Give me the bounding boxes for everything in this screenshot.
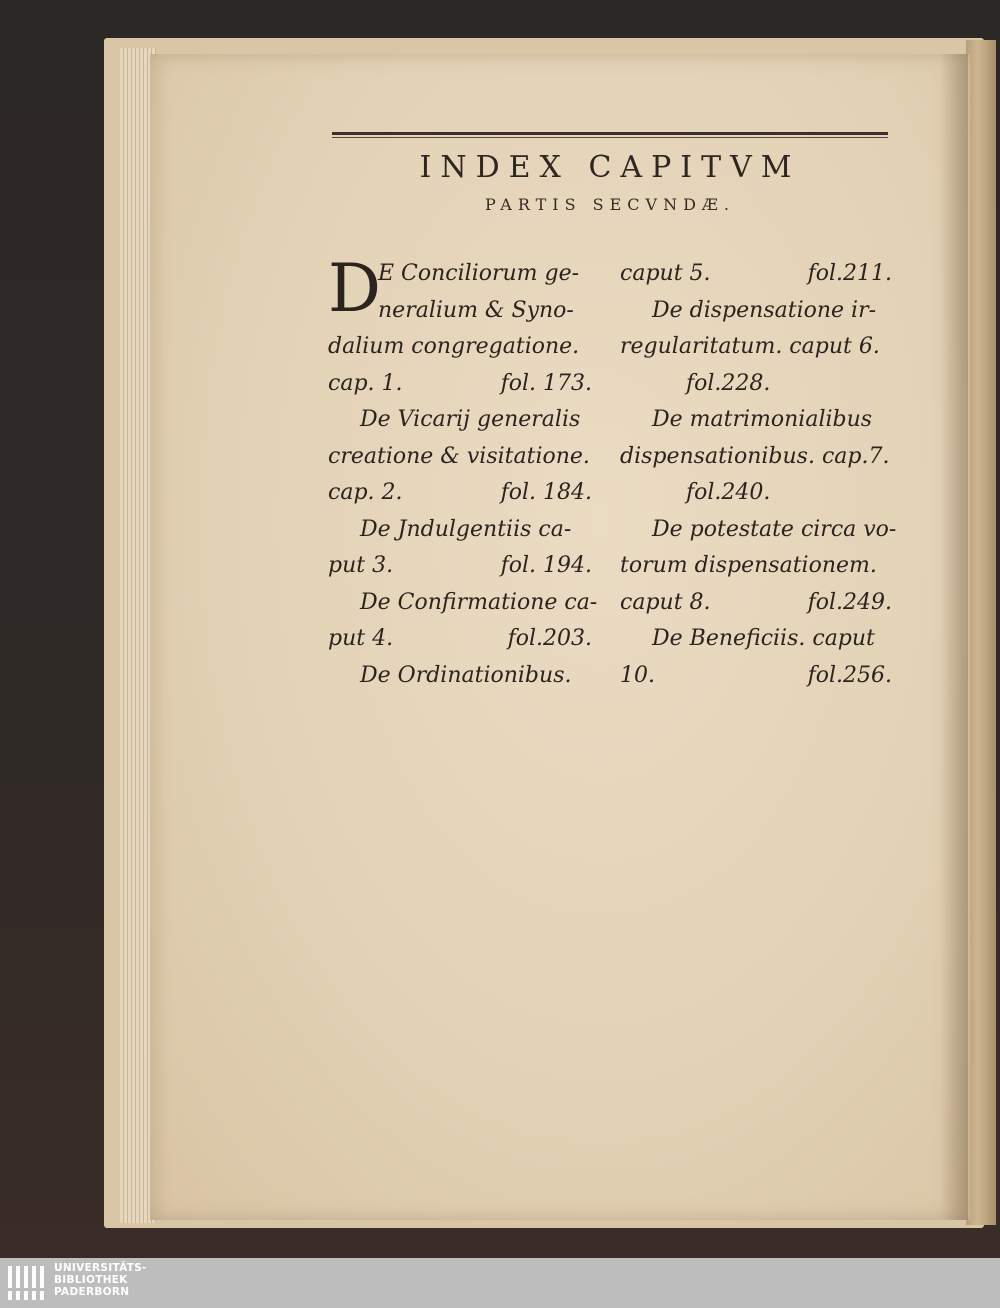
entry-line <box>620 256 892 293</box>
folio-ref: fol.240. <box>686 480 771 505</box>
folio-ref: fol.249. <box>807 589 892 615</box>
header-rule <box>332 132 888 135</box>
entry-text: De Beneficiis. caput <box>652 626 875 651</box>
entry-line <box>620 439 892 476</box>
entry-text: De matrimonialibus <box>652 407 873 432</box>
entry-line <box>328 439 598 476</box>
entry-text: De Ordinationibus. <box>360 662 572 688</box>
left-column <box>328 250 598 694</box>
entry-text: De Confirmatione ca- <box>360 589 598 615</box>
index-title: INDEX CAPITVM <box>419 150 801 185</box>
entry-line <box>620 402 892 439</box>
chapter-ref: 10. <box>620 662 655 688</box>
entry-line <box>620 585 892 622</box>
entry-line <box>328 402 598 439</box>
entry-text: creatione & visitatione. <box>328 443 590 469</box>
entry-line <box>328 329 598 366</box>
entry-line <box>620 366 892 403</box>
entry-text: De Vicarij generalis <box>360 407 581 432</box>
entry-line <box>620 329 892 366</box>
entry-text: neralium & Syno- <box>378 297 574 323</box>
entry-line <box>328 548 598 585</box>
entry-line <box>620 548 892 585</box>
entry-line <box>328 475 598 512</box>
entry-line <box>328 293 598 330</box>
folio-ref: fol.256. <box>807 662 892 688</box>
entry-line <box>328 585 598 622</box>
entry-line <box>328 658 598 695</box>
folio-ref: fol. 184. <box>500 480 592 505</box>
logo-line: BIBLIOTHEK <box>54 1274 128 1286</box>
right-column <box>620 256 897 694</box>
chapter-ref: cap. 2. <box>328 480 403 505</box>
library-logo-icon <box>6 1262 48 1304</box>
drop-capital: D <box>328 250 381 327</box>
entry-line <box>620 293 892 330</box>
folio-ref: fol.228. <box>686 370 771 396</box>
entry-line <box>328 621 598 658</box>
entry-line <box>620 658 892 695</box>
entry-line <box>328 256 598 293</box>
index-subtitle: PARTIS SECVNDÆ. <box>484 195 736 214</box>
entry-text: E Conciliorum ge- <box>378 261 580 286</box>
chapter-ref: put 4. <box>328 626 394 651</box>
chapter-ref: caput 5. <box>620 261 711 286</box>
entry-line <box>620 621 892 658</box>
entry-text: torum dispensationem. <box>620 553 877 578</box>
logo-line: PADERBORN <box>54 1286 130 1298</box>
folio-ref: fol. 194. <box>500 553 592 578</box>
folio-ref: fol. 173. <box>500 370 592 396</box>
facing-leaf <box>966 40 996 1225</box>
entry-text: dalium congregatione. <box>328 334 580 359</box>
library-logo-text <box>54 1262 147 1298</box>
entry-text: regularitatum. caput 6. <box>620 334 880 359</box>
logo-line: UNIVERSITÄTS- <box>54 1262 147 1274</box>
chapter-ref: cap. 1. <box>328 370 403 396</box>
folio-ref: fol.203. <box>507 626 592 651</box>
folio-ref: fol.211. <box>807 261 892 286</box>
chapter-ref: put 3. <box>328 553 394 578</box>
spine-shadow <box>940 54 968 1220</box>
entry-line <box>328 512 598 549</box>
entry-text: dispensationibus. cap.7. <box>620 443 890 469</box>
entry-line <box>620 512 897 549</box>
entry-text: De Jndulgentiis ca- <box>360 516 572 542</box>
chapter-ref: caput 8. <box>620 589 711 615</box>
footer-logo-bar <box>0 1258 1000 1308</box>
entry-line <box>620 475 892 512</box>
entry-text: De potestate circa vo- <box>652 516 897 542</box>
entry-line <box>328 366 598 403</box>
entry-text: De dispensatione ir- <box>652 297 877 323</box>
